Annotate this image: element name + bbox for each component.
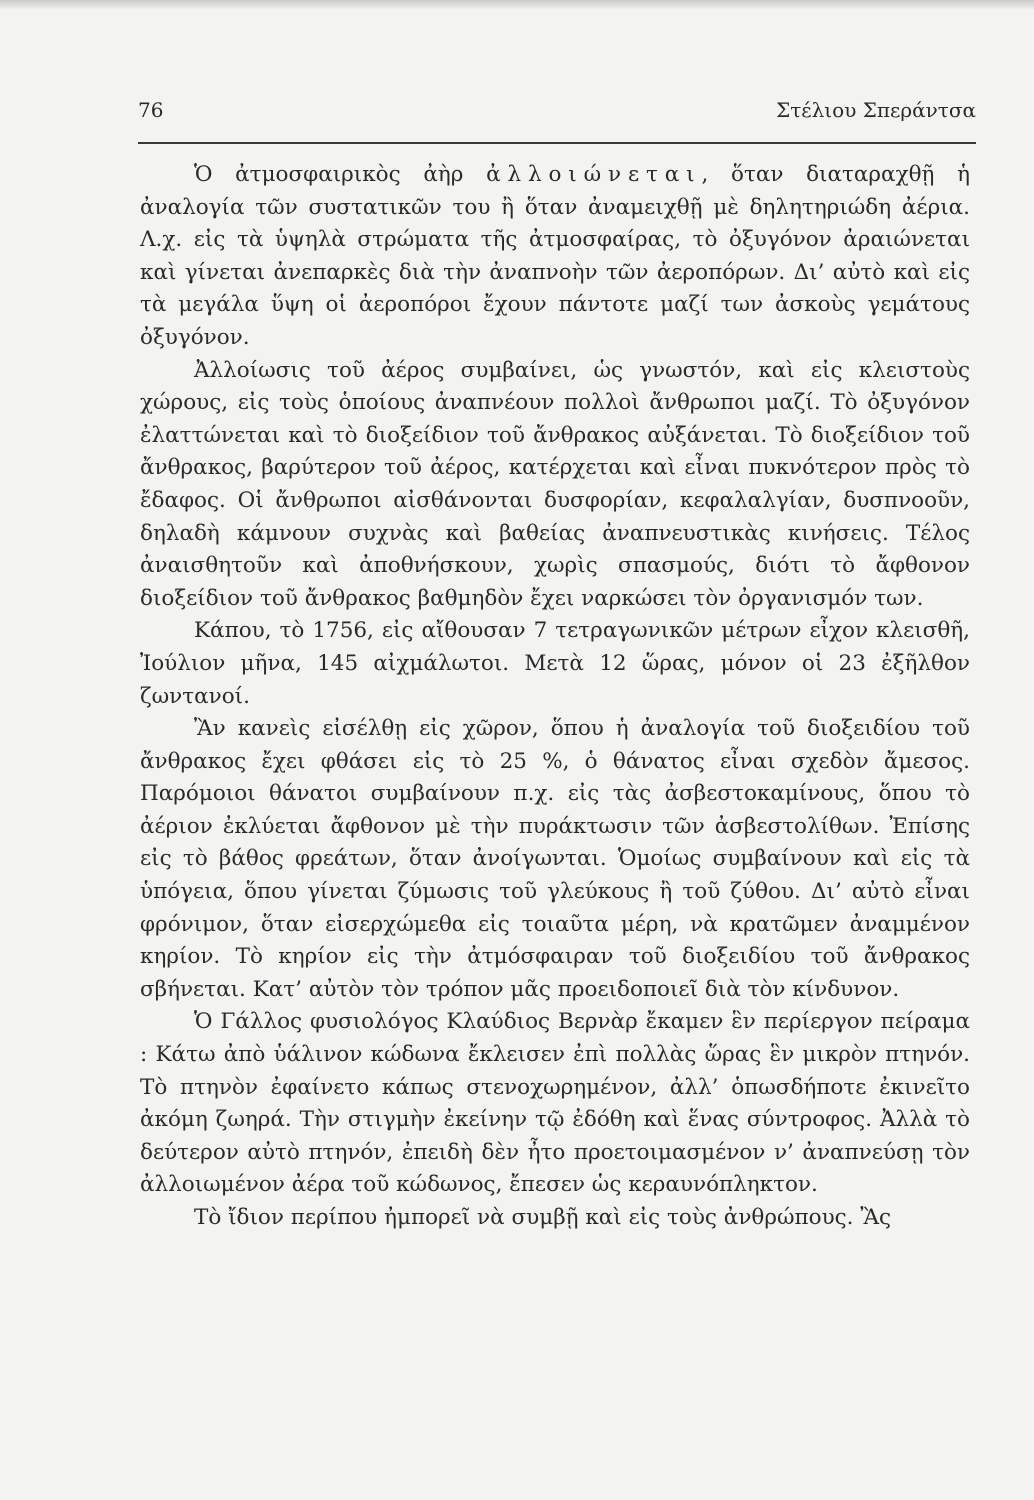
paragraph-1-start: Ὁ ἀτμοσφαιρικὸς ἀὴρ xyxy=(194,162,487,187)
header-rule xyxy=(138,142,976,144)
paragraph-1-rest: , ὅταν διαταραχθῇ ἡ ἀναλογία τῶν συστατικῶν του ἢ ὅταν ἀναμειχθῇ μὲ δηλητηριώδη ἀέρια. Λ.χ. εἰς τὰ ὑψηλὰ στρώματα τῆς ἀτμοσφαίρας, τὸ ὀξυγόνον ἀραιώνεται καὶ γίνεται ἀνεπαρκὲς διὰ τὴν ἀναπνοὴν τῶν ἀεροπόρων. Δι’ αὐτὸ καὶ εἰς τὰ μεγάλα ὕψη οἱ ἀεροπόροι ἔχουν πάντοτε μαζί των ἀσκοὺς γεμάτους ὀξυγόνον. xyxy=(140,162,970,350)
paragraph-4: Ἂν κανεὶς εἰσέλθῃ εἰς χῶρον, ὅπου ἡ ἀναλογία τοῦ διοξειδίου τοῦ ἄνθρακος ἔχει φθάσει εἰς τὸ 25 %, ὁ θάνατος εἶναι σχεδὸν ἄμεσος. Παρόμοιοι θάνατοι συμβαίνουν π.χ. εἰς τὰς ἀσβεστοκαμίνους, ὅπου τὸ ἀέριον ἐκλύεται ἄφθονον μὲ τὴν πυράκτωσιν τῶν ἀσβεστολίθων. Ἐπίσης εἰς τὸ βάθος φρεάτων, ὅταν ἀνοίγωνται. Ὁμοίως συμβαίνουν καὶ εἰς τὰ ὑπόγεια, ὅπου γίνεται ζύμωσις τοῦ γλεύκους ἢ τοῦ ζύθου. Δι’ αὐτὸ εἶναι φρόνιμον, ὅταν εἰσερχώμεθα εἰς τοιαῦτα μέρη, νὰ κρατῶμεν ἀναμμένον κηρίον. Τὸ κηρίον εἰς τὴν ἀτμόσφαιραν τοῦ διοξειδίου τοῦ ἄνθρακος σβήνεται. Κατ’ αὐτὸν τὸν τρόπον μᾶς προειδοποιεῖ διὰ τὸν κίνδυνον. xyxy=(140,716,970,1002)
paragraph-1-emphasis: ἀλλοιώνεται xyxy=(486,162,702,187)
page-header xyxy=(138,98,976,138)
paragraph-2: Ἀλλοίωσις τοῦ ἀέρος συμβαίνει, ὡς γνωστόν, καὶ εἰς κλειστοὺς χώρους, εἰς τοὺς ὁποίους ἀναπνέουν πολλοὶ ἄνθρωποι μαζί. Τὸ ὀξυγόνον ἐλαττώνεται καὶ τὸ διοξείδιον τοῦ ἄνθρακος αὐξάνεται. Τὸ διοξείδιον τοῦ ἄνθρακος, βαρύτερον τοῦ ἀέρος, κατέρχεται καὶ εἶναι πυκνότερον πρὸς τὸ ἔδαφος. Οἱ ἄνθρωποι αἰσθάνονται δυσφορίαν, κεφαλαλγίαν, δυσπνοοῦν, δηλαδὴ κάμνουν συχνὰς καὶ βαθείας ἀναπνευστικὰς κινήσεις. Τέλος ἀναισθητοῦν καὶ ἀποθνήσκουν, χωρὶς σπασμούς, διότι τὸ ἄφθονον διοξείδιον τοῦ ἄνθρακος βαθμηδὸν ἔχει ναρκώσει τὸν ὀργανισμόν των. xyxy=(140,357,970,611)
paragraph-1 xyxy=(140,159,970,355)
paragraph-3: Κάπου, τὸ 1756, εἰς αἴθουσαν 7 τετραγωνικῶν μέτρων εἶχον κλεισθῆ, Ἰούλιον μῆνα, 145 αἰχμάλωτοι. Μετὰ 12 ὥρας, μόνον οἱ 23 ἐξῆλθον ζωντανοί. xyxy=(140,618,970,709)
running-head: Στέλιου Σπεράντσα xyxy=(776,98,976,122)
paragraph-5: Ὁ Γάλλος φυσιολόγος Κλαύδιος Βερνὰρ ἔκαμεν ἓν περίεργον πείραμα : Κάτω ἀπὸ ὑάλινον κώδωνα ἔκλεισεν ἐπὶ πολλὰς ὥρας ἓν μικρὸν πτηνόν. Τὸ πτηνὸν ἐφαίνετο κάπως στενοχωρημένον, ἀλλ’ ὁπωσδήποτε ἐκινεῖτο ἀκόμη ζωηρά. Τὴν στιγμὴν ἐκείνην τῷ ἐδόθη καὶ ἕνας σύντροφος. Ἀλλὰ τὸ δεύτερον αὐτὸ πτηνόν, ἐπειδὴ δὲν ἦτο προετοιμασμένον ν’ ἀναπνεύσῃ τὸν ἀλλοιωμένον ἀέρα τοῦ κώδωνος, ἔπεσεν ὡς κεραυνόπληκτον. xyxy=(140,1009,970,1198)
page-number: 76 xyxy=(138,98,164,122)
scan-top-edge xyxy=(0,0,1034,10)
body-text xyxy=(140,159,970,1235)
paragraph-6: Τὸ ἴδιον περίπου ἠμπορεῖ νὰ συμβῇ καὶ εἰς τοὺς ἀνθρώπους. Ἂς xyxy=(194,1205,892,1230)
